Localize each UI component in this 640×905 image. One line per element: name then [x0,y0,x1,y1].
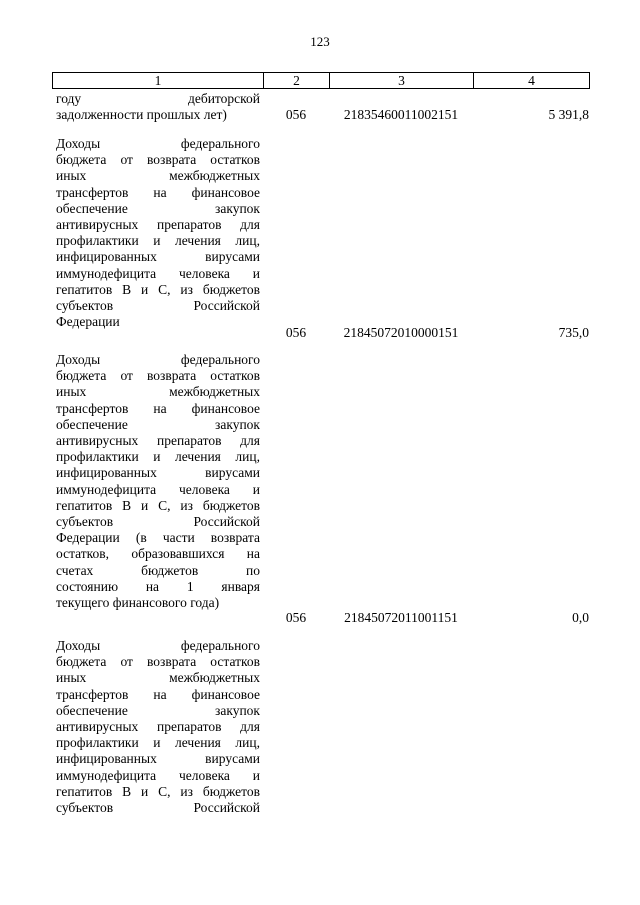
description-line: Доходы федерального [56,352,260,367]
description-line: бюджета от возврата остатков [56,152,260,168]
description-line: иммунодефицита человека и [56,767,260,783]
description-line: обеспечение закупок [56,702,260,718]
description-line: гепатитов В и С, из бюджетов [56,281,260,297]
description-line: иных межбюджетных [56,384,260,400]
budget-classification-code: 21835460011002151 [343,107,459,122]
column-header-4: 4 [528,73,535,88]
description-line: трансфертов на финансовое [56,686,260,702]
description-line: обеспечение закупок [56,200,260,216]
description-line: трансфертов на финансовое [56,400,260,416]
description-line: гепатитов В и С, из бюджетов [56,783,260,799]
admin-code: 056 [285,610,307,625]
admin-code: 056 [285,325,307,340]
description-line: Федерации (в части возврата [56,530,260,546]
row-description [56,136,260,330]
description-line: субъектов Российской [56,514,260,530]
description-line: иммунодефицита человека и [56,265,260,281]
description-line: профилактики и лечения лиц, [56,735,260,751]
description-line: счетах бюджетов по [56,562,260,578]
budget-classification-code: 21845072010000151 [343,325,459,340]
description-line: антивирусных препаратов для [56,433,260,449]
description-line: гепатитов В и С, из бюджетов [56,497,260,513]
description-line: субъектов Российской [56,800,260,816]
description-line: инфицированных вирусами [56,751,260,767]
column-header-2: 2 [264,73,330,88]
description-line: бюджета от возврата остатков [56,654,260,670]
amount: 735,0 [558,325,589,340]
description-line: задолженности прошлых лет) [56,107,227,123]
description-line: обеспечение закупок [56,416,260,432]
description-line: инфицированных вирусами [56,249,260,265]
description-line: Федерации [56,314,120,330]
description-line: текущего финансового года) [56,595,220,611]
description-line: субъектов Российской [56,298,260,314]
page-number: 123 [310,34,330,49]
description-line: остатков, образовавшихся на [56,546,260,562]
description-line: иных межбюджетных [56,670,260,686]
description-line: инфицированных вирусами [56,465,260,481]
description-line: Доходы федерального [56,638,260,653]
column-header-1: 1 [53,73,264,88]
description-line: профилактики и лечения лиц, [56,449,260,465]
table-header [52,72,590,89]
row-description [56,638,260,816]
description-line: году дебиторской [56,91,260,106]
description-line: состоянию на 1 января [56,578,260,594]
description-line: антивирусных препаратов для [56,719,260,735]
budget-classification-code: 21845072011001151 [344,610,458,625]
row-description [56,91,260,123]
description-line: трансфертов на финансовое [56,184,260,200]
amount: 5 391,8 [548,107,589,122]
description-line: антивирусных препаратов для [56,217,260,233]
description-line: бюджета от возврата остатков [56,368,260,384]
description-line: Доходы федерального [56,136,260,151]
row-description [56,352,260,611]
description-line: иных межбюджетных [56,168,260,184]
description-line: профилактики и лечения лиц, [56,233,260,249]
column-header-3: 3 [330,73,474,88]
amount: 0,0 [572,610,589,625]
description-line: иммунодефицита человека и [56,481,260,497]
admin-code: 056 [285,107,307,122]
